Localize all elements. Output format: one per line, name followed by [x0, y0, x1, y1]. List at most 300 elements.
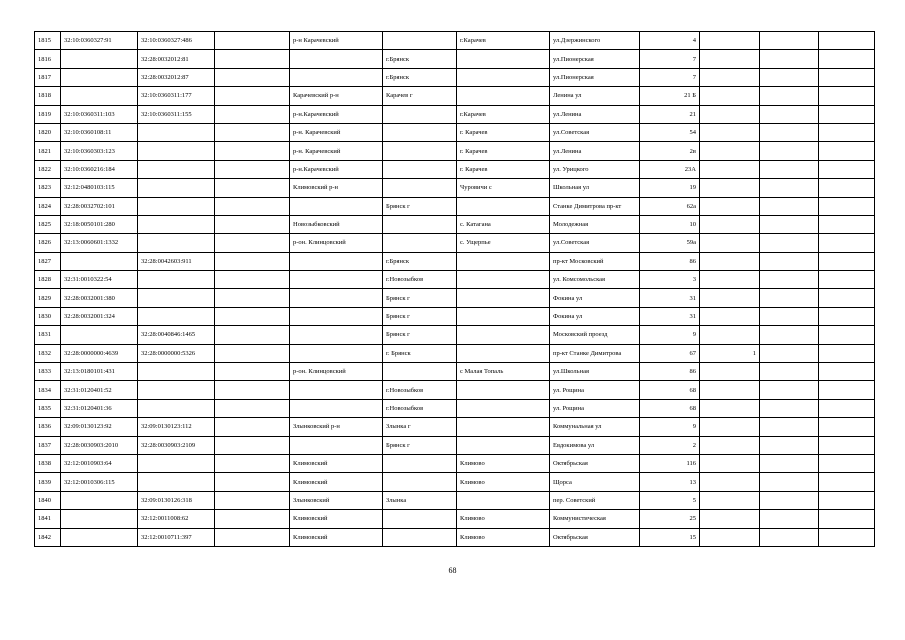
extra-cell — [700, 87, 760, 105]
street-cell: Московский проезд — [550, 326, 640, 344]
extra-cell — [700, 271, 760, 289]
extra-cell — [819, 32, 875, 50]
extra-cell — [760, 271, 819, 289]
house-number-cell: 15 — [640, 528, 700, 546]
row-number-cell: 1833 — [35, 363, 61, 381]
city-cell — [383, 32, 457, 50]
extra-cell — [700, 289, 760, 307]
row-number-cell: 1819 — [35, 105, 61, 123]
city-cell: Брянск г — [383, 436, 457, 454]
row-number-cell: 1831 — [35, 326, 61, 344]
table-row — [35, 142, 875, 160]
table-row — [35, 179, 875, 197]
house-number-cell: 10 — [640, 215, 700, 233]
extra-cell — [819, 50, 875, 68]
extra-cell — [700, 105, 760, 123]
extra-cell — [819, 326, 875, 344]
cadastral-number-2-cell: 32:12:0011008:62 — [138, 510, 215, 528]
table-row — [35, 68, 875, 86]
extra-cell — [760, 381, 819, 399]
extra-cell — [760, 473, 819, 491]
cadastral-number-cell: 32:31:0010322:54 — [61, 271, 138, 289]
city-cell: г.Новозыбков — [383, 399, 457, 417]
cadastral-number-2-cell — [138, 215, 215, 233]
empty-cell — [215, 289, 290, 307]
row-number-cell: 1834 — [35, 381, 61, 399]
cadastral-number-2-cell: 32:28:0032012:87 — [138, 68, 215, 86]
page-number: 68 — [448, 566, 457, 575]
row-number-cell: 1818 — [35, 87, 61, 105]
extra-cell — [819, 363, 875, 381]
empty-cell — [215, 510, 290, 528]
house-number-cell: 116 — [640, 454, 700, 472]
street-cell: Евдокимова ул — [550, 436, 640, 454]
cadastral-number-2-cell — [138, 289, 215, 307]
settlement-cell: с Малая Топаль — [457, 363, 550, 381]
cadastral-number-cell — [61, 87, 138, 105]
street-cell: ул. Комсомольская — [550, 271, 640, 289]
street-cell: Ленина ул — [550, 87, 640, 105]
district-cell — [290, 252, 383, 270]
city-cell: Злынка — [383, 491, 457, 509]
settlement-cell: Климово — [457, 454, 550, 472]
district-cell — [290, 381, 383, 399]
extra-cell — [760, 289, 819, 307]
extra-cell — [700, 363, 760, 381]
extra-cell — [700, 436, 760, 454]
extra-cell — [819, 252, 875, 270]
cadastral-number-cell — [61, 510, 138, 528]
district-cell — [290, 50, 383, 68]
extra-cell — [700, 123, 760, 141]
extra-cell — [819, 436, 875, 454]
extra-cell — [760, 160, 819, 178]
extra-cell — [700, 68, 760, 86]
settlement-cell: Чуровичи с — [457, 179, 550, 197]
extra-cell — [819, 87, 875, 105]
district-cell: Климовский — [290, 454, 383, 472]
street-cell: Станке Димитрова пр-кт — [550, 197, 640, 215]
extra-cell — [700, 510, 760, 528]
row-number-cell: 1825 — [35, 215, 61, 233]
row-number-cell: 1841 — [35, 510, 61, 528]
table-row — [35, 344, 875, 362]
city-cell — [383, 215, 457, 233]
extra-cell — [700, 32, 760, 50]
extra-cell — [819, 399, 875, 417]
extra-cell — [819, 491, 875, 509]
extra-cell — [760, 234, 819, 252]
extra-cell — [760, 179, 819, 197]
cadastral-number-cell: 32:10:0360216:184 — [61, 160, 138, 178]
cadastral-number-cell — [61, 68, 138, 86]
row-number-cell: 1820 — [35, 123, 61, 141]
table-row — [35, 307, 875, 325]
table-row — [35, 381, 875, 399]
extra-cell — [760, 528, 819, 546]
district-cell — [290, 399, 383, 417]
empty-cell — [215, 436, 290, 454]
district-cell: р-н.Карачевский — [290, 160, 383, 178]
settlement-cell: г. Карачев — [457, 160, 550, 178]
empty-cell — [215, 142, 290, 160]
extra-cell — [700, 454, 760, 472]
table-row — [35, 32, 875, 50]
house-number-cell: 31 — [640, 289, 700, 307]
house-number-cell: 21 — [640, 105, 700, 123]
district-cell: Злынковский — [290, 491, 383, 509]
extra-cell — [819, 528, 875, 546]
city-cell: г. Брянск — [383, 344, 457, 362]
street-cell: Фокина ул — [550, 289, 640, 307]
empty-cell — [215, 418, 290, 436]
row-number-cell: 1828 — [35, 271, 61, 289]
row-number-cell: 1815 — [35, 32, 61, 50]
house-number-cell: 7 — [640, 50, 700, 68]
extra-cell — [819, 197, 875, 215]
extra-cell — [700, 215, 760, 233]
city-cell: Брянск г — [383, 197, 457, 215]
extra-cell — [760, 68, 819, 86]
district-cell: Новозыбковский — [290, 215, 383, 233]
extra-cell — [819, 271, 875, 289]
table-row — [35, 436, 875, 454]
cadastral-number-2-cell — [138, 473, 215, 491]
street-cell: ул. Рощина — [550, 399, 640, 417]
row-number-cell: 1837 — [35, 436, 61, 454]
city-cell: Брянск г — [383, 307, 457, 325]
district-cell — [290, 436, 383, 454]
city-cell — [383, 105, 457, 123]
empty-cell — [215, 50, 290, 68]
cadastral-number-2-cell — [138, 381, 215, 399]
street-cell: Молодежная — [550, 215, 640, 233]
city-cell — [383, 142, 457, 160]
cadastral-number-2-cell — [138, 123, 215, 141]
extra-cell — [819, 160, 875, 178]
cadastral-number-2-cell: 32:10:0360311:177 — [138, 87, 215, 105]
cadastral-number-2-cell: 32:28:0000000:5326 — [138, 344, 215, 362]
table-row — [35, 50, 875, 68]
settlement-cell: г.Карачев — [457, 105, 550, 123]
street-cell: ул.Советская — [550, 234, 640, 252]
cadastral-number-cell: 32:28:0032001:324 — [61, 307, 138, 325]
cadastral-number-cell — [61, 326, 138, 344]
settlement-cell: г.Карачев — [457, 32, 550, 50]
street-cell: ул.Пионерская — [550, 50, 640, 68]
street-cell: ул.Советская — [550, 123, 640, 141]
cadastral-number-2-cell — [138, 307, 215, 325]
district-cell: р-н Карачевский — [290, 32, 383, 50]
registry-table — [34, 31, 875, 547]
extra-cell — [700, 326, 760, 344]
district-cell: Климовский — [290, 528, 383, 546]
settlement-cell: Климово — [457, 528, 550, 546]
extra-cell — [819, 381, 875, 399]
table-row — [35, 160, 875, 178]
settlement-cell — [457, 307, 550, 325]
table-row — [35, 418, 875, 436]
house-number-cell: 86 — [640, 252, 700, 270]
extra-cell — [700, 252, 760, 270]
table-row — [35, 234, 875, 252]
row-number-cell: 1832 — [35, 344, 61, 362]
district-cell — [290, 344, 383, 362]
city-cell: г.Брянск — [383, 50, 457, 68]
city-cell: Брянск г — [383, 289, 457, 307]
extra-cell — [700, 491, 760, 509]
settlement-cell — [457, 252, 550, 270]
extra-cell — [760, 399, 819, 417]
house-number-cell: 5 — [640, 491, 700, 509]
empty-cell — [215, 252, 290, 270]
empty-cell — [215, 215, 290, 233]
cadastral-number-cell — [61, 491, 138, 509]
cadastral-number-2-cell — [138, 160, 215, 178]
house-number-cell: 68 — [640, 381, 700, 399]
empty-cell — [215, 344, 290, 362]
row-number-cell: 1840 — [35, 491, 61, 509]
empty-cell — [215, 399, 290, 417]
row-number-cell: 1836 — [35, 418, 61, 436]
street-cell: Фокина ул — [550, 307, 640, 325]
house-number-cell: 54 — [640, 123, 700, 141]
cadastral-number-2-cell — [138, 234, 215, 252]
table-row — [35, 289, 875, 307]
street-cell: ул.Дзержинского — [550, 32, 640, 50]
cadastral-number-2-cell: 32:10:0360327:486 — [138, 32, 215, 50]
cadastral-number-cell — [61, 50, 138, 68]
extra-cell — [700, 399, 760, 417]
row-number-cell: 1830 — [35, 307, 61, 325]
district-cell: Злынковский р-н — [290, 418, 383, 436]
cadastral-number-cell: 32:31:0120401:52 — [61, 381, 138, 399]
settlement-cell — [457, 326, 550, 344]
table-row — [35, 197, 875, 215]
row-number-cell: 1817 — [35, 68, 61, 86]
settlement-cell: г. Карачев — [457, 142, 550, 160]
table-row — [35, 271, 875, 289]
registry-table-body — [35, 32, 875, 547]
extra-cell — [760, 32, 819, 50]
house-number-cell: 19 — [640, 179, 700, 197]
city-cell — [383, 454, 457, 472]
extra-cell — [819, 289, 875, 307]
extra-cell — [760, 363, 819, 381]
house-number-cell: 9 — [640, 418, 700, 436]
city-cell — [383, 234, 457, 252]
street-cell: Коммунистическая — [550, 510, 640, 528]
house-number-cell: 2 — [640, 436, 700, 454]
extra-cell — [819, 179, 875, 197]
row-number-cell: 1821 — [35, 142, 61, 160]
extra-cell — [760, 197, 819, 215]
settlement-cell: Климово — [457, 473, 550, 491]
extra-cell — [819, 142, 875, 160]
extra-cell — [819, 105, 875, 123]
street-cell: ул. Рощина — [550, 381, 640, 399]
empty-cell — [215, 32, 290, 50]
row-number-cell: 1822 — [35, 160, 61, 178]
street-cell: ул.Пионерская — [550, 68, 640, 86]
cadastral-number-cell: 32:12:0010306:115 — [61, 473, 138, 491]
row-number-cell: 1842 — [35, 528, 61, 546]
extra-cell — [700, 528, 760, 546]
district-cell — [290, 289, 383, 307]
extra-cell — [819, 454, 875, 472]
table-row — [35, 363, 875, 381]
table-row — [35, 528, 875, 546]
district-cell: Климовский — [290, 510, 383, 528]
cadastral-number-2-cell — [138, 179, 215, 197]
empty-cell — [215, 197, 290, 215]
table-row — [35, 123, 875, 141]
empty-cell — [215, 454, 290, 472]
cadastral-number-2-cell: 32:28:0040846:1465 — [138, 326, 215, 344]
settlement-cell — [457, 436, 550, 454]
table-row — [35, 473, 875, 491]
district-cell: Карачевский р-н — [290, 87, 383, 105]
street-cell: Октябрьская — [550, 528, 640, 546]
extra-cell — [760, 105, 819, 123]
extra-cell — [760, 142, 819, 160]
street-cell: Октябрьская — [550, 454, 640, 472]
extra-cell — [760, 436, 819, 454]
city-cell — [383, 123, 457, 141]
empty-cell — [215, 234, 290, 252]
cadastral-number-cell: 32:10:0360108:11 — [61, 123, 138, 141]
house-number-cell: 21 Б — [640, 87, 700, 105]
table-row — [35, 326, 875, 344]
cadastral-number-cell: 32:13:0180101:431 — [61, 363, 138, 381]
street-cell: Коммунальная ул — [550, 418, 640, 436]
extra-cell — [819, 510, 875, 528]
extra-cell — [819, 234, 875, 252]
extra-cell — [760, 491, 819, 509]
extra-cell — [700, 142, 760, 160]
settlement-cell — [457, 197, 550, 215]
extra-cell — [700, 307, 760, 325]
extra-cell — [819, 344, 875, 362]
empty-cell — [215, 363, 290, 381]
cadastral-number-2-cell: 32:09:0130126:318 — [138, 491, 215, 509]
extra-cell — [760, 87, 819, 105]
settlement-cell — [457, 87, 550, 105]
extra-cell — [760, 123, 819, 141]
cadastral-number-cell: 32:10:0360311:103 — [61, 105, 138, 123]
cadastral-number-cell — [61, 252, 138, 270]
extra-cell — [700, 197, 760, 215]
city-cell — [383, 510, 457, 528]
extra-cell — [819, 215, 875, 233]
district-cell: р-он. Клинцовский — [290, 234, 383, 252]
settlement-cell — [457, 344, 550, 362]
cadastral-number-2-cell — [138, 142, 215, 160]
house-number-cell: 25 — [640, 510, 700, 528]
district-cell — [290, 68, 383, 86]
cadastral-number-cell: 32:28:0032702:101 — [61, 197, 138, 215]
row-number-cell: 1823 — [35, 179, 61, 197]
cadastral-number-cell: 32:12:0480103:115 — [61, 179, 138, 197]
extra-cell — [819, 123, 875, 141]
settlement-cell — [457, 289, 550, 307]
district-cell — [290, 326, 383, 344]
settlement-cell — [457, 271, 550, 289]
empty-cell — [215, 473, 290, 491]
city-cell: г.Брянск — [383, 252, 457, 270]
street-cell: Школьная ул — [550, 179, 640, 197]
row-number-cell: 1826 — [35, 234, 61, 252]
settlement-cell: Климово — [457, 510, 550, 528]
district-cell — [290, 271, 383, 289]
table-row — [35, 491, 875, 509]
street-cell: пер. Советский — [550, 491, 640, 509]
cadastral-number-2-cell — [138, 454, 215, 472]
extra-cell — [760, 510, 819, 528]
city-cell: г.Брянск — [383, 68, 457, 86]
extra-cell — [700, 160, 760, 178]
extra-cell — [700, 473, 760, 491]
cadastral-number-cell: 32:13:0060601:1332 — [61, 234, 138, 252]
extra-cell — [760, 454, 819, 472]
street-cell: ул.Ленина — [550, 142, 640, 160]
city-cell: Злынка г — [383, 418, 457, 436]
table-row — [35, 87, 875, 105]
cadastral-number-2-cell — [138, 271, 215, 289]
cadastral-number-cell — [61, 528, 138, 546]
empty-cell — [215, 271, 290, 289]
settlement-cell — [457, 50, 550, 68]
cadastral-number-cell: 32:31:0120401:36 — [61, 399, 138, 417]
settlement-cell — [457, 381, 550, 399]
district-cell: р-он. Клинцовский — [290, 363, 383, 381]
table-row — [35, 399, 875, 417]
city-cell — [383, 528, 457, 546]
extra-cell: 1 — [700, 344, 760, 362]
street-cell: ул.Школьная — [550, 363, 640, 381]
extra-cell — [700, 179, 760, 197]
cadastral-number-2-cell: 32:28:0042603:911 — [138, 252, 215, 270]
district-cell — [290, 307, 383, 325]
house-number-cell: 13 — [640, 473, 700, 491]
cadastral-number-2-cell — [138, 399, 215, 417]
house-number-cell: 4 — [640, 32, 700, 50]
settlement-cell: г. Карачев — [457, 123, 550, 141]
cadastral-number-cell: 32:28:0000000:4639 — [61, 344, 138, 362]
empty-cell — [215, 123, 290, 141]
empty-cell — [215, 68, 290, 86]
cadastral-number-cell: 32:09:0130123:92 — [61, 418, 138, 436]
extra-cell — [760, 418, 819, 436]
table-row — [35, 105, 875, 123]
house-number-cell: 86 — [640, 363, 700, 381]
extra-cell — [819, 418, 875, 436]
empty-cell — [215, 105, 290, 123]
house-number-cell: 62а — [640, 197, 700, 215]
cadastral-number-2-cell: 32:12:0010711:397 — [138, 528, 215, 546]
row-number-cell: 1838 — [35, 454, 61, 472]
cadastral-number-cell: 32:10:0360303:123 — [61, 142, 138, 160]
house-number-cell: 67 — [640, 344, 700, 362]
district-cell: Климовский р-н — [290, 179, 383, 197]
extra-cell — [700, 50, 760, 68]
cadastral-number-cell: 32:10:0360327:91 — [61, 32, 138, 50]
city-cell — [383, 160, 457, 178]
city-cell: г.Новозыбков — [383, 381, 457, 399]
house-number-cell: 9 — [640, 326, 700, 344]
city-cell: г.Новозыбков — [383, 271, 457, 289]
district-cell — [290, 197, 383, 215]
